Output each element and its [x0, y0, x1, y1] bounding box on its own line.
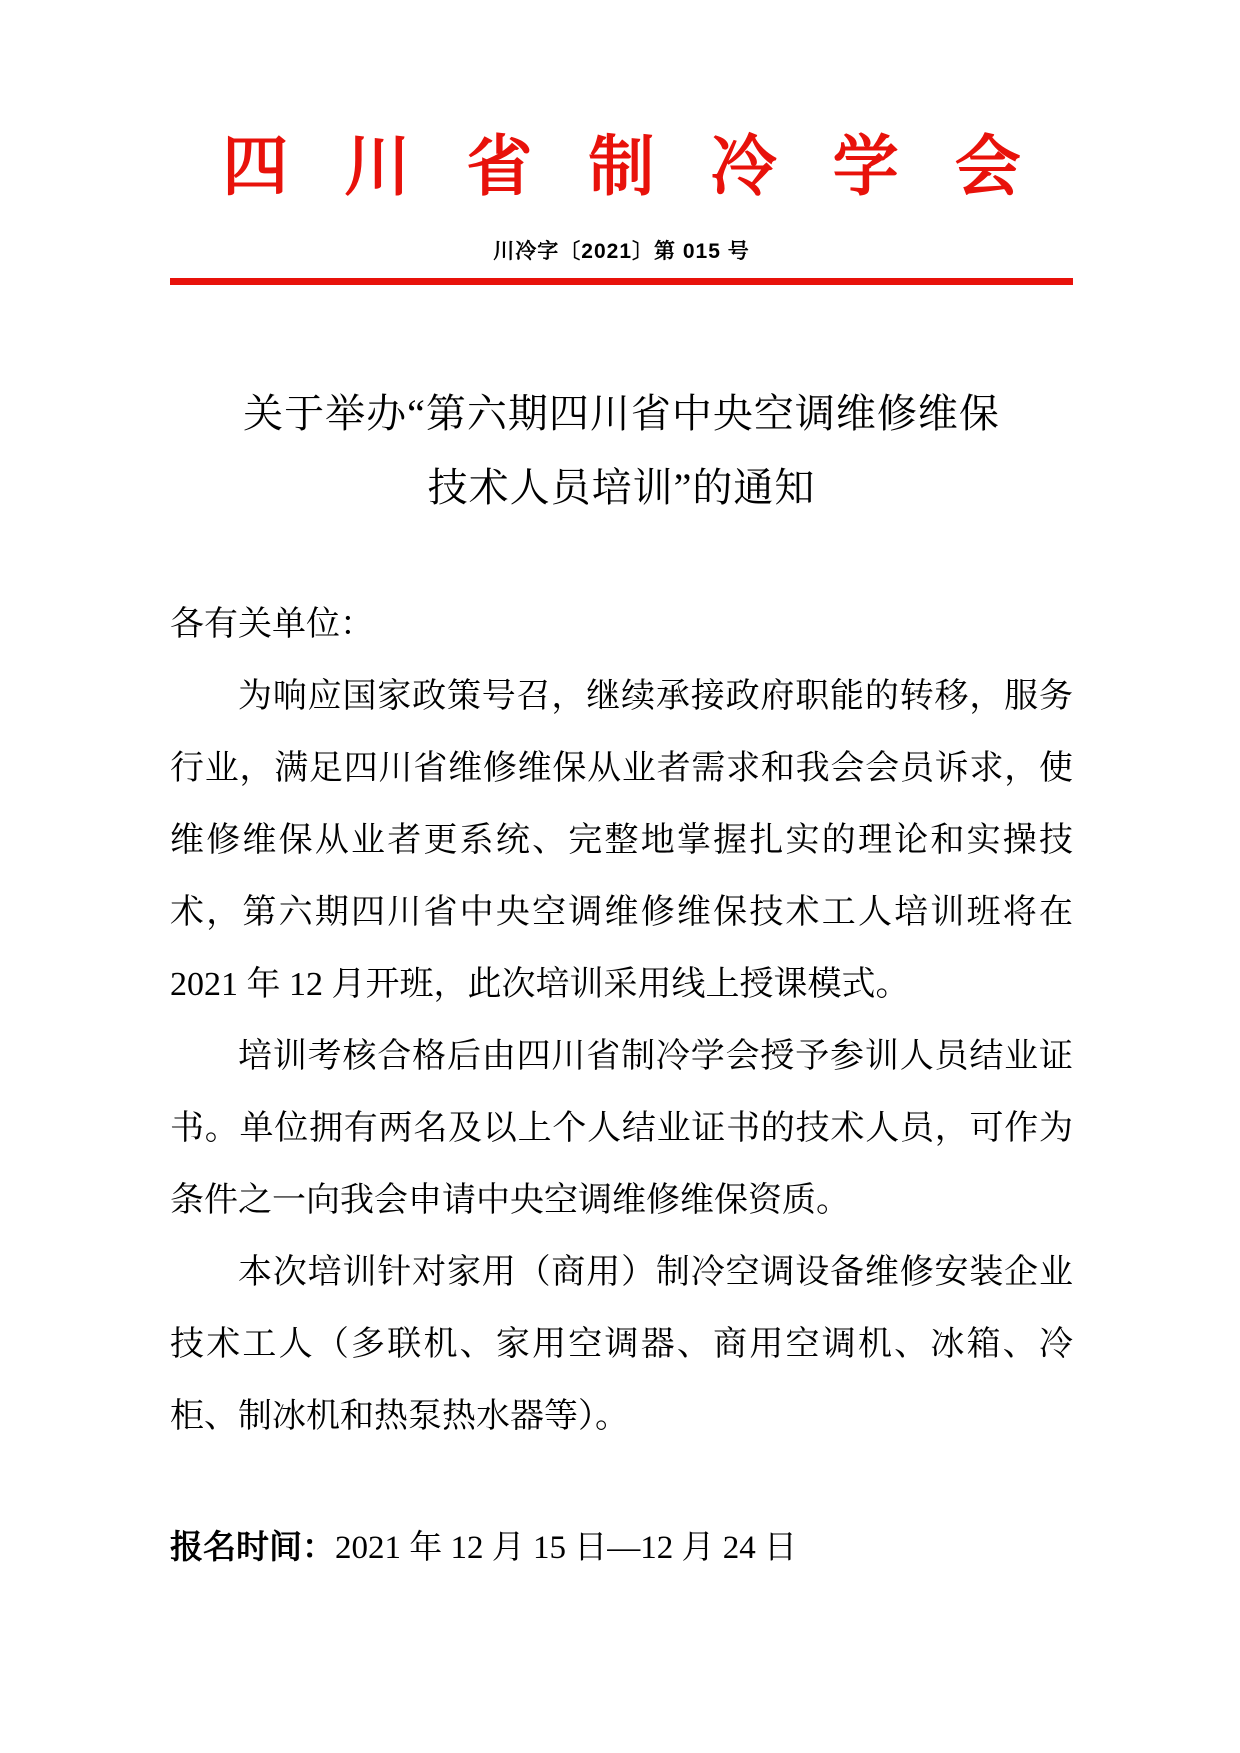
notice-title-line2: 技术人员培训”的通知 — [427, 464, 816, 510]
body-paragraph-2: 培训考核合格后由四川省制冷学会授予参训人员结业证书。单位拥有两名及以上个人结业证书的技术人员，可作为条件之一向我会申请中央空调维修维保资质。 — [170, 1037, 1073, 1219]
org-title — [170, 131, 1077, 205]
registration-period-label: 报名时间： — [170, 1527, 335, 1565]
doc-number: 川冷字〔2021〕第 015 号 — [493, 239, 750, 263]
salutation: 各有关单位： — [170, 605, 374, 643]
registration-period-line — [170, 1511, 1073, 1584]
notice-title — [170, 377, 1073, 525]
letterhead — [170, 131, 1077, 285]
registration-period-value: 2021 年 12 月 15 日—12 月 24 日 — [335, 1529, 797, 1566]
org-title-text: 四川省制冷学会 — [222, 131, 1077, 204]
body-paragraph-3: 本次培训针对家用（商用）制冷空调设备维修安装企业技术工人（多联机、家用空调器、商用空调机、冰箱、冷柜、制冰机和热泵热水器等）。 — [170, 1253, 1073, 1435]
notice-body — [170, 589, 1073, 1453]
body-paragraph-1: 为响应国家政策号召，继续承接政府职能的转移，服务行业，满足四川省维修维保从业者需求和我会会员诉求，使维修维保从业者更系统、完整地掌握扎实的理论和实操技术，第六期四川省中央空调维修维保技术工人培训班将在 2021 年 12 月开班，此次培训采用线上授课模式。 — [170, 677, 1073, 1003]
red-divider-rule — [170, 278, 1073, 285]
notice-title-line1: 关于举办“第六期四川省中央空调维修维保 — [243, 390, 1000, 436]
